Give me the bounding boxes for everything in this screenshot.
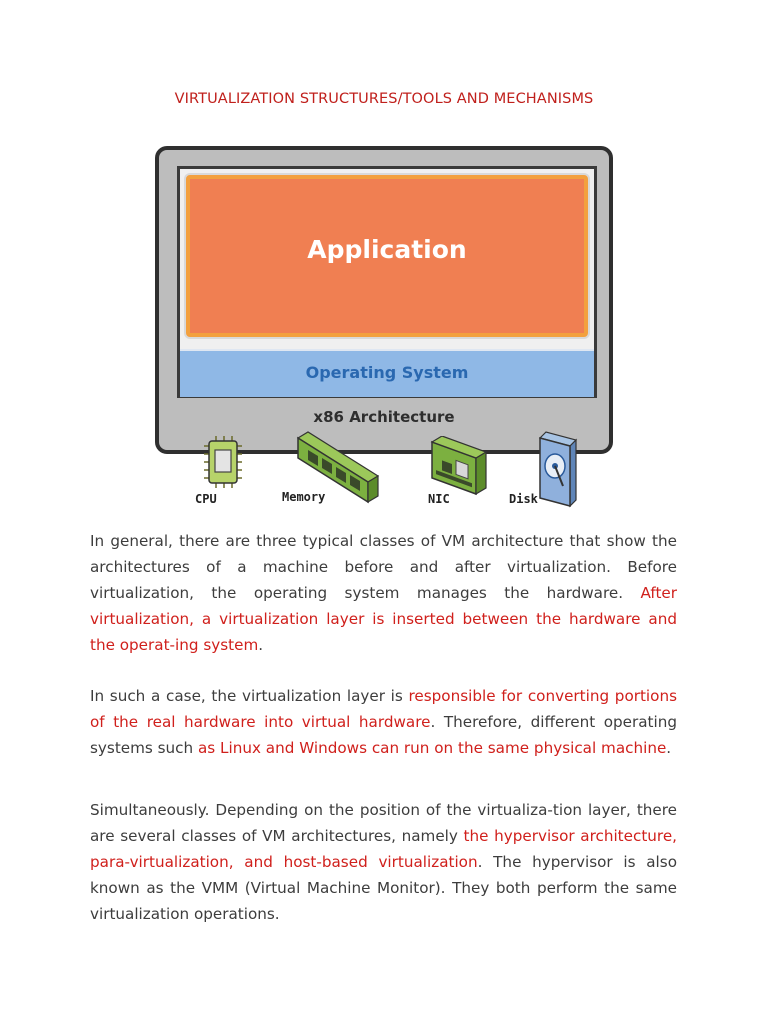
- paragraph-2: [90, 683, 677, 761]
- operating-system-label: Operating System: [305, 363, 469, 382]
- paragraph-1: [90, 528, 677, 658]
- paragraph-3: [90, 797, 677, 927]
- paragraph-3-text: Simultaneously. Depending on the position of the virtualiza-tion layer, there are several classes of VM architectures, namely: [90, 801, 677, 845]
- paragraph-3-highlight: the hypervisor architecture, para-virtualization, and host-based virtualization: [90, 827, 677, 871]
- memory-label: Memory: [282, 490, 326, 504]
- application-layer: [186, 175, 588, 337]
- operating-system-layer: [180, 349, 594, 397]
- paragraph-3-end: . The hypervisor is also known as the VMM (Virtual Machine Monitor). They both perform the same virtualization operations.: [90, 853, 677, 923]
- paragraph-1-end: .: [258, 636, 264, 654]
- paragraph-1-text: In general, there are three typical classes of VM architecture that show the architectures of a machine before and after virtualization. Before virtualization, the operating system manages the hardware.: [90, 532, 677, 602]
- disk-label: Disk: [509, 492, 538, 506]
- paragraph-2-highlight-2: as Linux and Windows can run on the same physical machine: [198, 739, 667, 757]
- paragraph-2-text-2: . Therefore, different operating systems such: [90, 713, 677, 757]
- paragraph-2-text: In such a case, the virtualization layer is: [90, 687, 409, 705]
- machine-frame: [155, 146, 613, 454]
- x86-architecture-label: x86 Architecture: [313, 408, 455, 426]
- paragraph-1-highlight: After virtualization, a virtualization layer is inserted between the hardware and the operat-ing system: [90, 584, 677, 654]
- paragraph-2-highlight-1: responsible for converting portions of the real hardware into virtual hardware: [90, 687, 677, 731]
- application-label: Application: [307, 235, 467, 264]
- nic-card-icon: [430, 436, 490, 496]
- page-title: VIRTUALIZATION STRUCTURES/TOOLS AND MECHANISMS: [174, 91, 594, 107]
- nic-label: NIC: [428, 492, 450, 506]
- cpu-chip-icon: [200, 434, 246, 490]
- paragraph-2-end: .: [666, 739, 672, 757]
- disk-drive-icon: [536, 430, 578, 508]
- cpu-label: CPU: [195, 492, 217, 506]
- machine-screen: [177, 166, 597, 398]
